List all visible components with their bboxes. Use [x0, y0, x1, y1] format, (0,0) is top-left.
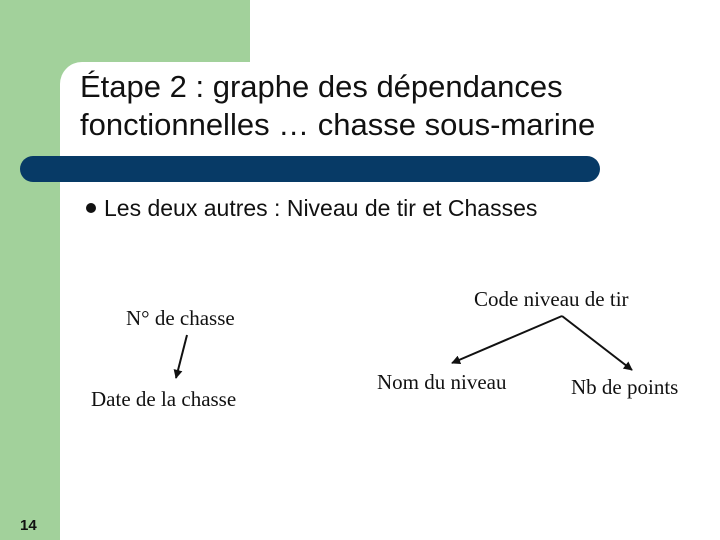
slide-title-line1: Étape 2 : graphe des dépendances [80, 69, 563, 104]
node-date-chasse: Date de la chasse [91, 387, 237, 411]
arrow-code-to-points [562, 316, 632, 370]
bullet-text: Les deux autres : Niveau de tir et Chasses [104, 195, 538, 221]
slide-title-line2: fonctionnelles … chasse sous-marine [80, 107, 596, 142]
arrow-code-to-nom [452, 316, 562, 363]
node-nb-points: Nb de points [571, 375, 679, 399]
node-code-niveau-tir: Code niveau de tir [474, 287, 629, 311]
arrow-chasse-to-date [176, 335, 187, 378]
page-number: 14 [20, 517, 37, 534]
node-nom-niveau: Nom du niveau [377, 370, 507, 394]
node-numero-chasse: N° de chasse [126, 306, 235, 330]
